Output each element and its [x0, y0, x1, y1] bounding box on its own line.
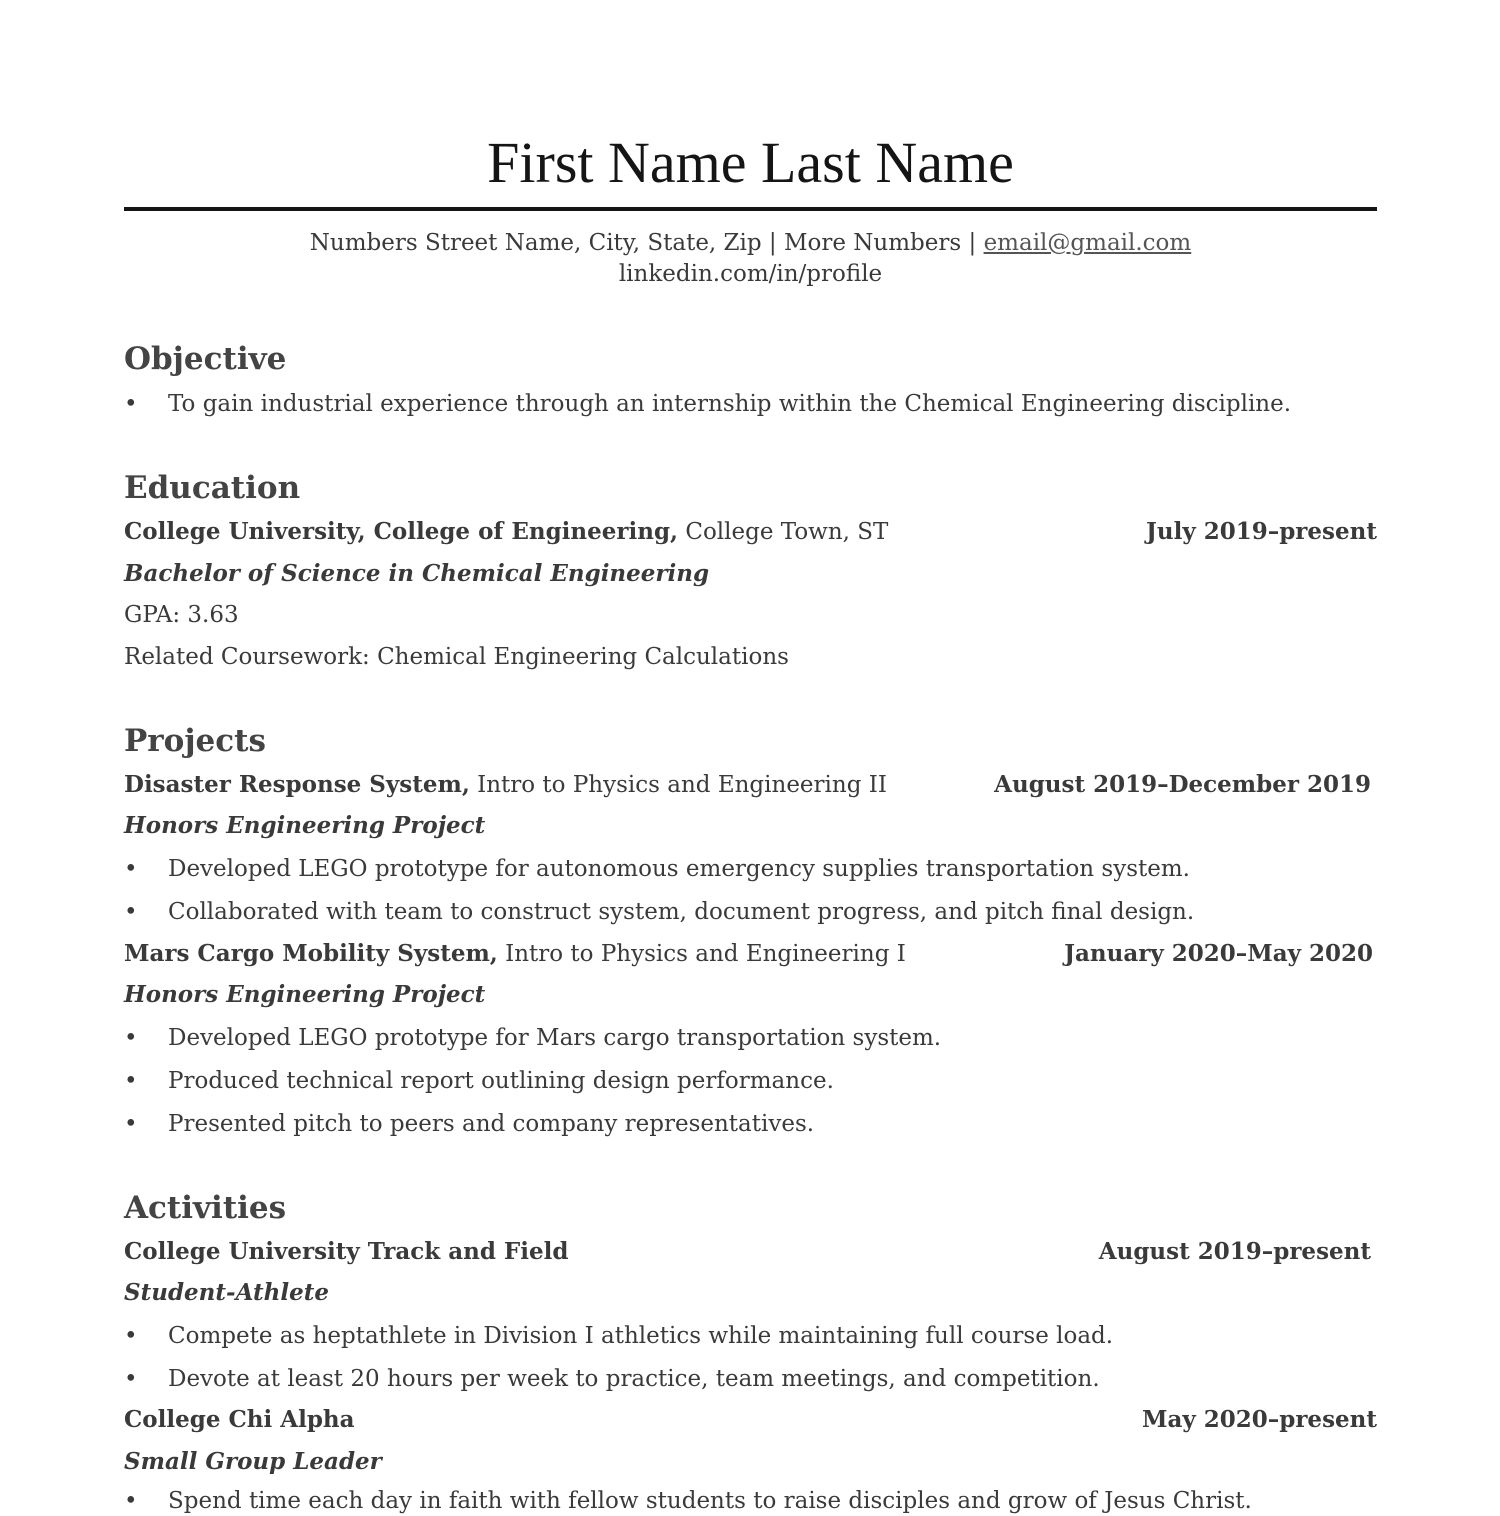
project-course: Intro to Physics and Engineering II [469, 772, 887, 798]
degree: Bachelor of Science in Chemical Engineering [124, 560, 710, 587]
candidate-name: First Name Last Name [487, 130, 1014, 195]
bullet-text: Presented pitch to peers and company representatives. [168, 1111, 815, 1137]
bullet-glyph: • [124, 1366, 138, 1392]
bullet-text: Developed LEGO prototype for autonomous emergency supplies transportation system. [168, 856, 1190, 882]
bullet-text: Collaborated with team to construct system, document progress, and pitch final design. [168, 899, 1195, 925]
project-role: Honors Engineering Project [124, 812, 486, 839]
project-role: Honors Engineering Project [124, 981, 486, 1008]
bullet-glyph: • [124, 899, 138, 925]
email-link[interactable]: email@gmail.com [983, 230, 1192, 256]
bullet-glyph: • [124, 1025, 138, 1051]
bullet-text: To gain industrial experience through an internship within the Chemical Engineering discipline. [168, 391, 1292, 417]
bullet-text: Spend time each day in faith with fellow students to raise disciples and grow of Jesus Christ. [168, 1488, 1252, 1514]
bullet-glyph: • [124, 1111, 138, 1137]
activity-dates: May 2020–present [1141, 1406, 1377, 1433]
project-dates: August 2019–December 2019 [994, 771, 1371, 798]
header-divider [124, 207, 1377, 211]
contact-address: Numbers Street Name, City, State, Zip | More Numbers | [309, 230, 984, 256]
activity-role: Small Group Leader [124, 1448, 382, 1475]
activity-role: Student-Athlete [124, 1279, 329, 1306]
linkedin-link[interactable]: linkedin.com/in/profile [618, 261, 883, 287]
activity-name: College Chi Alpha [124, 1406, 355, 1433]
resume-page [124, 0, 1377, 1514]
bullet-glyph: • [124, 856, 138, 882]
contact-line [124, 228, 1377, 258]
project-dates: January 2020–May 2020 [1064, 940, 1373, 967]
education-heading: Education [124, 470, 301, 506]
bullet-text: Devote at least 20 hours per week to practice, team meetings, and competition. [168, 1366, 1100, 1392]
bullet-text: Produced technical report outlining design performance. [168, 1068, 834, 1094]
activity-dates: August 2019–present [1098, 1238, 1371, 1265]
bullet-glyph: • [124, 1323, 138, 1349]
bullet-glyph: • [124, 391, 138, 417]
gpa: GPA: 3.63 [124, 602, 239, 628]
bullet-text: Developed LEGO prototype for Mars cargo transportation system. [168, 1025, 942, 1051]
coursework: Related Coursework: Chemical Engineering Calculations [124, 644, 789, 670]
projects-heading: Projects [124, 723, 266, 759]
school-name: College University, College of Engineering, [124, 518, 679, 545]
bullet-text: Compete as heptathlete in Division I athletics while maintaining full course load. [168, 1323, 1114, 1349]
activities-heading: Activities [124, 1190, 287, 1226]
project-name: Disaster Response System, [124, 771, 470, 798]
school-location: College Town, ST [678, 519, 889, 545]
bullet-glyph: • [124, 1488, 138, 1514]
activity-name: College University Track and Field [124, 1238, 569, 1265]
project-course: Intro to Physics and Engineering I [497, 941, 906, 967]
objective-heading: Objective [124, 341, 287, 377]
project-name: Mars Cargo Mobility System, [124, 940, 498, 967]
bullet-glyph: • [124, 1068, 138, 1094]
education-dates: July 2019–present [1146, 518, 1377, 545]
